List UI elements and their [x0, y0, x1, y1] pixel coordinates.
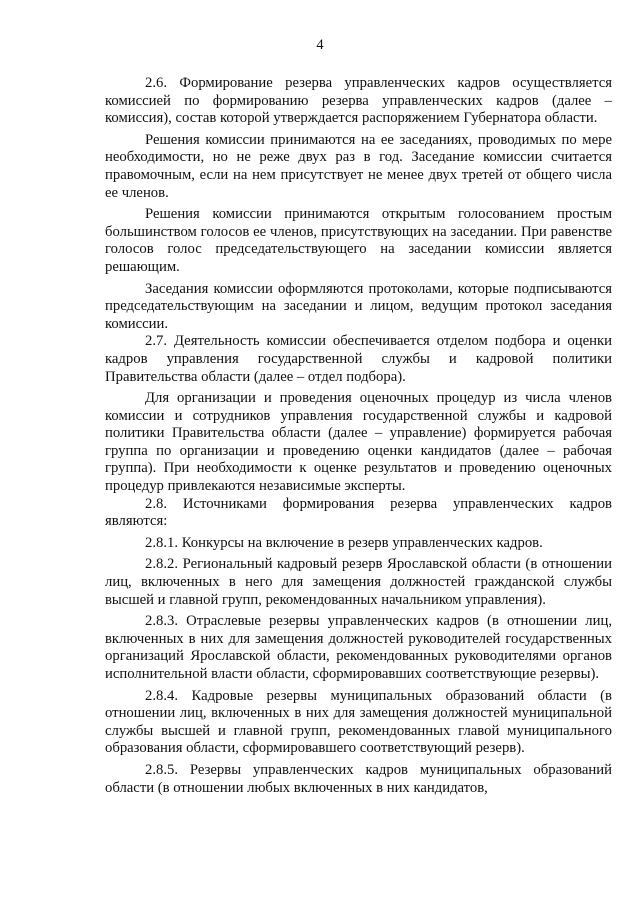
- paragraph-voting: Решения комиссии принимаются открытым голосованием простым большинством голосов ее членов, присутствующих на заседании. При равенстве голосов голос председательствующего на заседании комиссии является решающим.: [105, 206, 612, 275]
- page-number: 4: [316, 37, 324, 53]
- paragraph-2-8-2: 2.8.2. Региональный кадровый резерв Ярославской области (в отношении лиц, включенных в него для замещения должностей гражданской службы высшей и главной групп, рекомендованных начальником управления).: [105, 556, 612, 608]
- paragraph-2-8-1: 2.8.1. Конкурсы на включение в резерв управленческих кадров.: [145, 534, 543, 551]
- paragraph-2-8: 2.8. Источниками формирования резерва управленческих кадров являются:: [105, 495, 612, 530]
- paragraph-2-8-5: 2.8.5. Резервы управленческих кадров муниципальных образований области (в отношении любых включенных в них кандидатов,: [105, 761, 612, 796]
- paragraph-2-8-4: 2.8.4. Кадровые резервы муниципальных образований области (в отношении лиц, включенных в них для замещения должностей муниципальной службы высшей и главной групп, рекомендованных главой муниципального образования области, сформировавшего соответствующий резерв).: [105, 687, 612, 757]
- paragraph-working-group: Для организации и проведения оценочных процедур из числа членов комиссии и сотрудников управления государственной службы и кадровой политики Правительства области (далее – управление) формируется рабочая группа по организации и проведению оценки кандидатов (далее – рабочая группа). При необходимости к оценке результатов и проведению оценочных процедур привлекаются независимые эксперты.: [105, 390, 612, 495]
- paragraph-2-7: 2.7. Деятельность комиссии обеспечивается отделом подбора и оценки кадров управления государственной службы и кадровой политики Правительства области (далее – отдел подбора).: [105, 333, 612, 385]
- document-body: [105, 75, 612, 797]
- paragraph-commission-decisions: Решения комиссии принимаются на ее заседаниях, проводимых по мере необходимости, но не реже двух раз в год. Заседание комиссии считается правомочным, если на нем присутствует не менее двух третей от общего числа ее членов.: [105, 131, 612, 201]
- paragraph-protocols: Заседания комиссии оформляются протоколами, которые подписываются председательствующим на заседании и лицом, ведущим протокол заседания комиссии.: [105, 280, 612, 332]
- paragraph-2-6: 2.6. Формирование резерва управленческих кадров осуществляется комиссией по формированию резерва управленческих кадров (далее – комиссия), состав которой утверждается распоряжением Губернатора области.: [105, 75, 612, 127]
- paragraph-2-8-3: 2.8.3. Отраслевые резервы управленческих кадров (в отношении лиц, включенных в них для замещения должностей руководителей государственных организаций Ярославской области, рекомендованных руководителями органов исполнительной власти области, сформировавших соответствующие резервы).: [105, 613, 612, 682]
